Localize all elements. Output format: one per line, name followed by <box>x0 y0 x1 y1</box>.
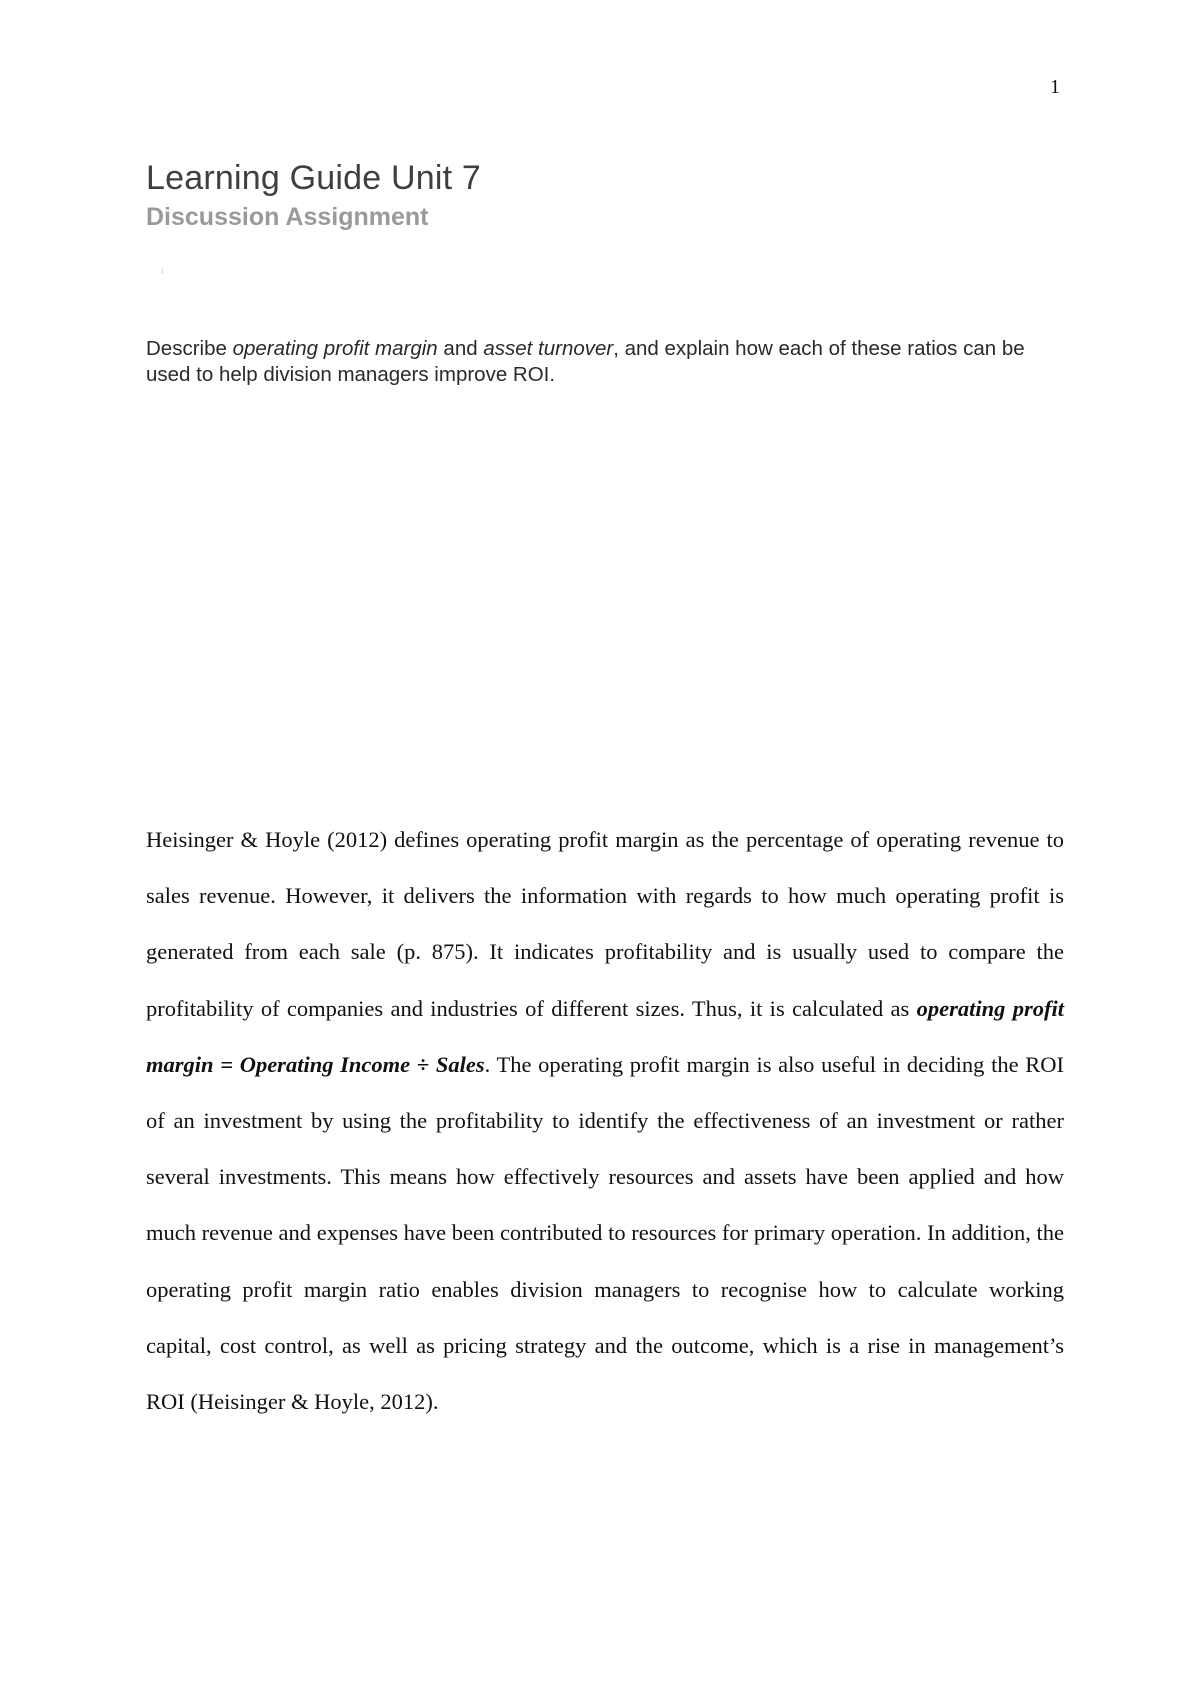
paragraph-text-before-formula: Heisinger & Hoyle (2012) defines operating profit margin as the percentage of operating revenue to sales revenue. However, it delivers the information with regards to how much operating profit is generated from each sale (p. 875). It indicates profitability and is usually used to compare the profitability of companies and industries of different sizes. Thus, it is calculated as <box>146 827 1064 1021</box>
assignment-prompt <box>146 336 1066 388</box>
prompt-term-asset-turnover: asset turnover <box>483 337 614 360</box>
document-subtitle: Discussion Assignment <box>146 203 429 231</box>
prompt-term-operating-profit-margin: operating profit margin <box>232 337 438 360</box>
prompt-text-1: Describe <box>146 337 233 360</box>
body-paragraph <box>146 812 1064 1430</box>
document-title: Learning Guide Unit 7 <box>146 159 481 197</box>
prompt-text-2: and <box>437 337 484 360</box>
paragraph-text-after-formula: . The operating profit margin is also useful in deciding the ROI of an investment by using the profitability to identify the effectiveness of an investment or rather several investments. This means how effectively resources and assets have been applied and how much revenue and expenses have been contributed to resources for primary operation. In addition, the operating profit margin ratio enables division managers to recognise how to calculate working capital, cost control, as well as pricing strategy and the outcome, which is a rise in management’s ROI (Heisinger & Hoyle, 2012). <box>146 1051 1064 1415</box>
prompt-text-3: , and explain how each of these ratios can be used to help division managers improve ROI. <box>146 337 1025 386</box>
page-number: 1 <box>1050 76 1060 98</box>
cursor-mark <box>162 268 163 274</box>
formula: operating profit margin = Operating Income ÷ Sales <box>146 995 1065 1077</box>
